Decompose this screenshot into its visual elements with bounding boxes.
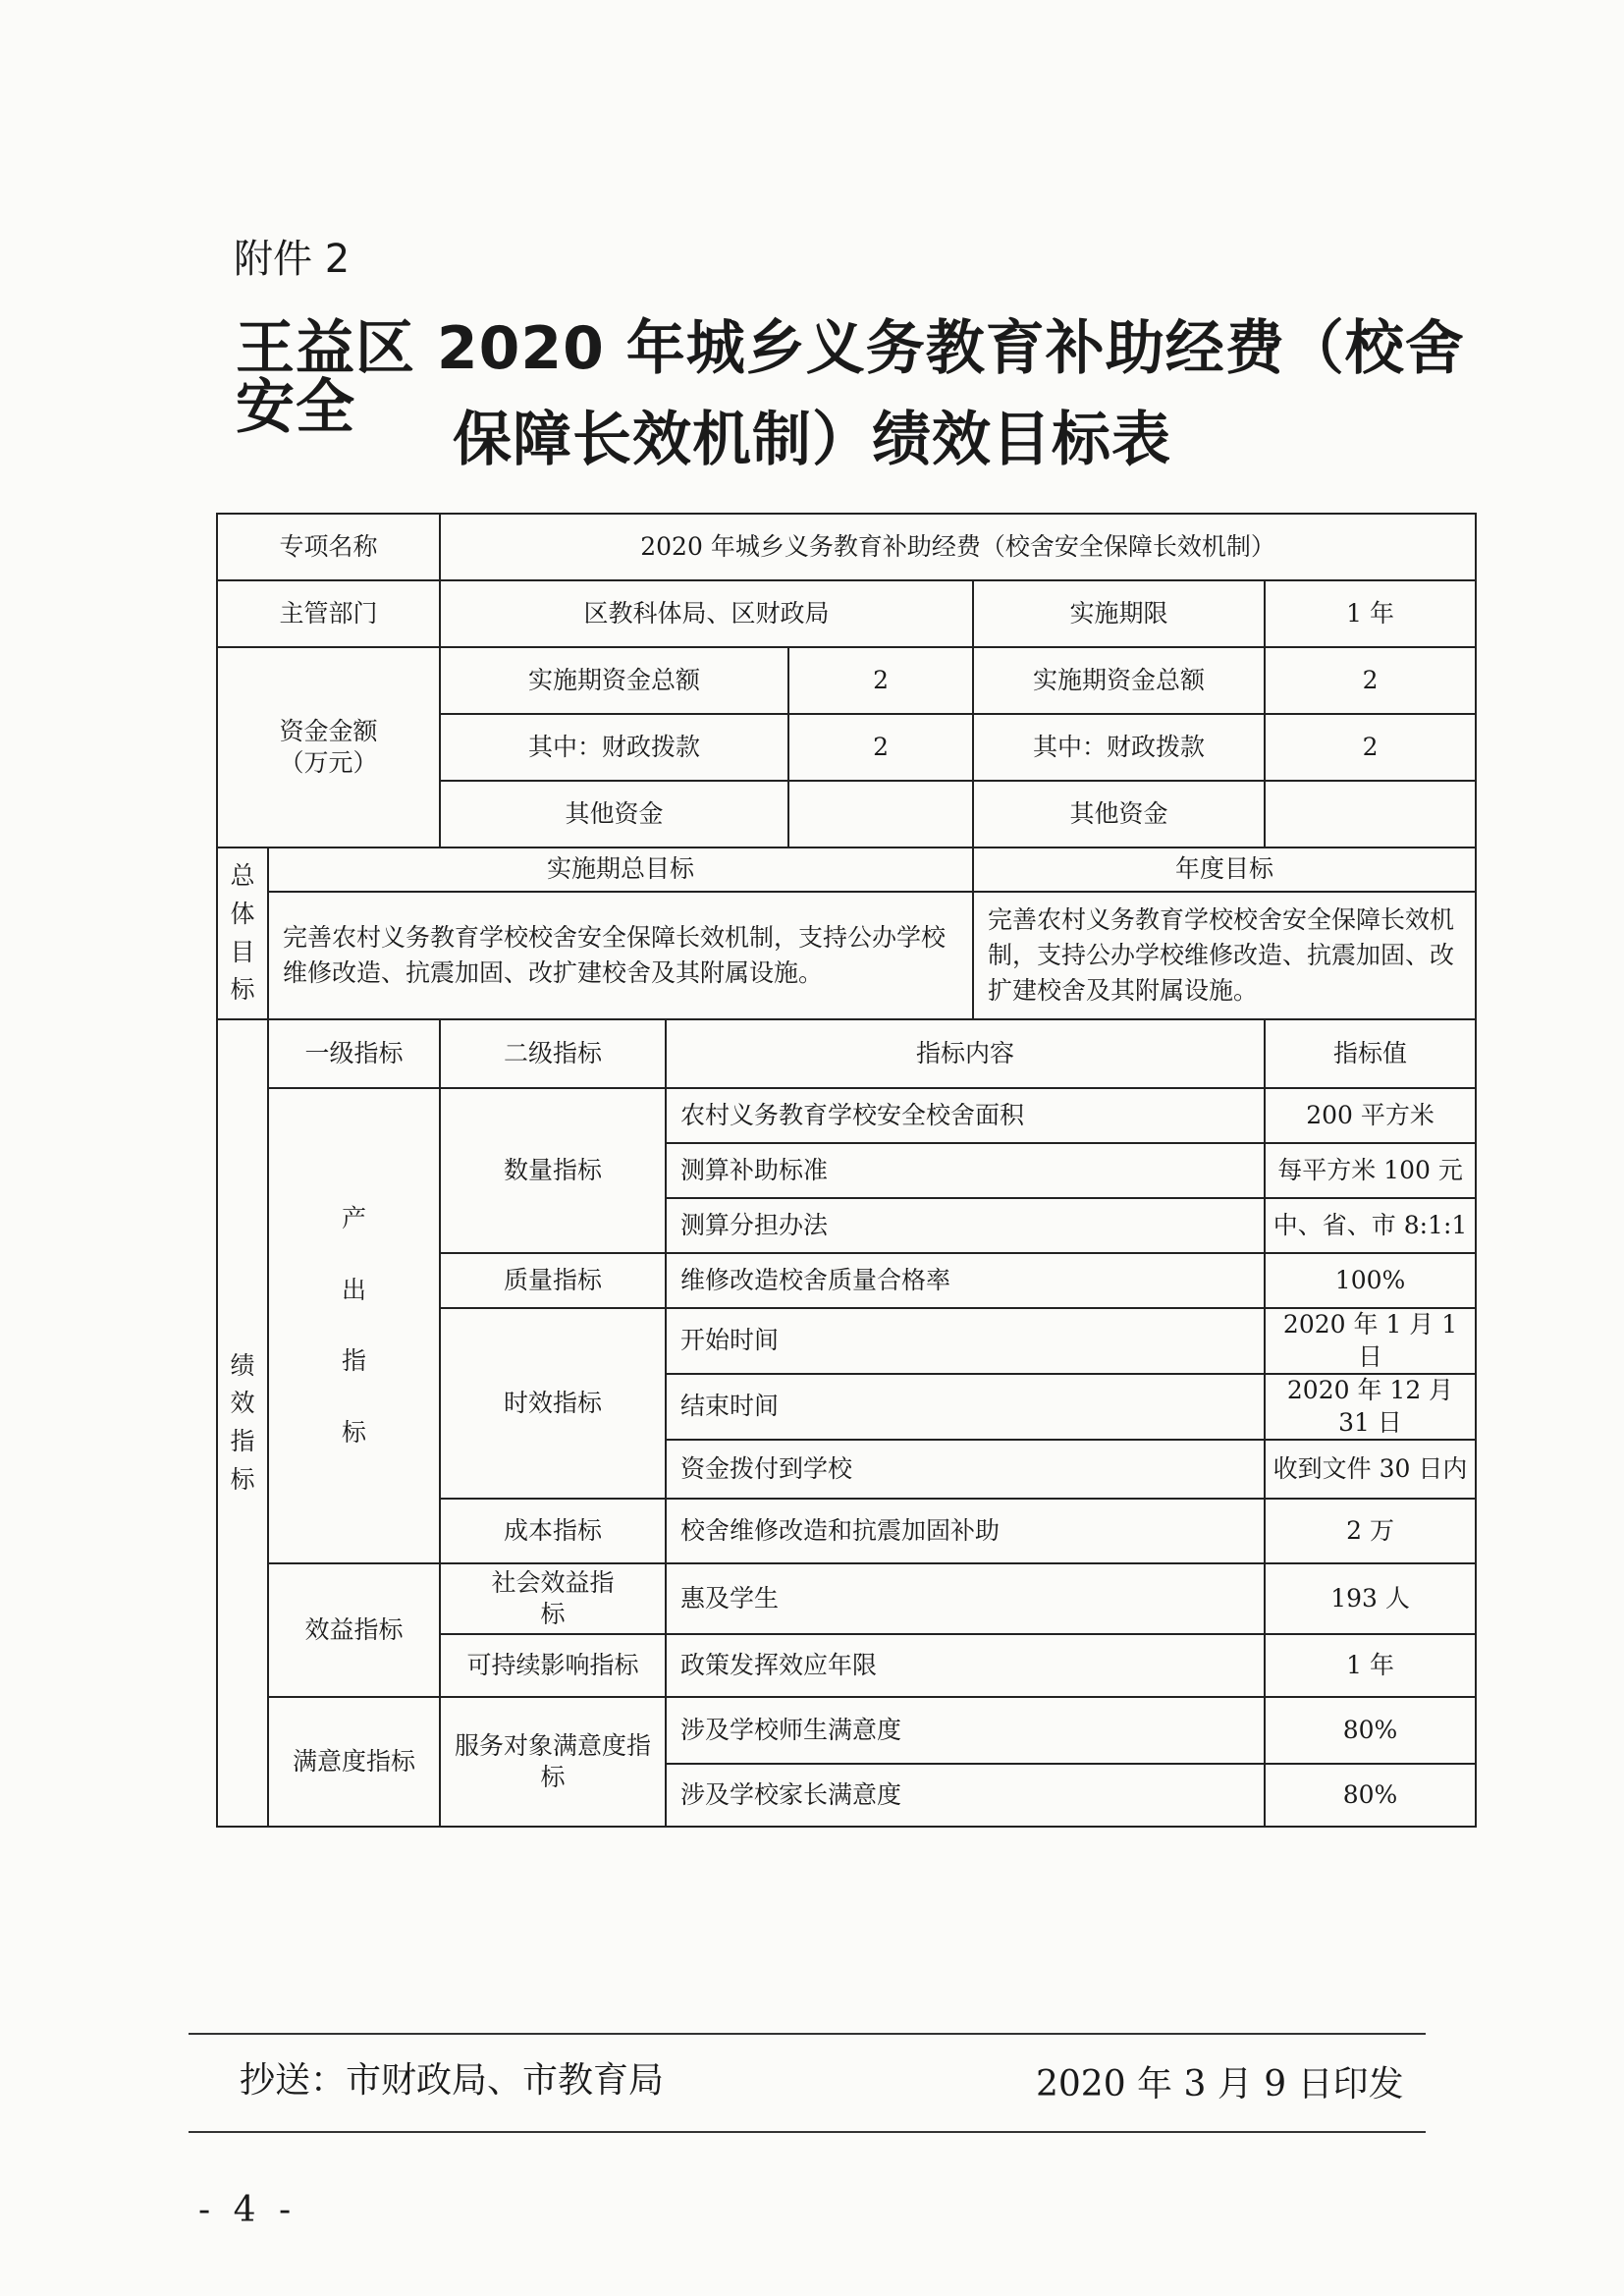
document-title-line1: 王益区 2020 年城乡义务教育补助经费（校舍安全 xyxy=(236,314,1465,442)
table-row xyxy=(217,514,1476,580)
document-title-line2: 保障长效机制）绩效目标表 xyxy=(453,406,1171,474)
finance-label-right: 其中：财政拨款 xyxy=(973,714,1265,781)
table-row xyxy=(217,1697,1476,1764)
row-value: 每平方米 100 元 xyxy=(1265,1143,1476,1198)
service-label-text: 服务对象满意度指标 xyxy=(455,1730,652,1791)
period-value: 1 年 xyxy=(1265,580,1476,647)
row-content: 农村义务教育学校安全校舍面积 xyxy=(666,1088,1265,1143)
footer-top-rule xyxy=(189,2033,1426,2035)
dept-value: 区教科体局、区财政局 xyxy=(440,580,973,647)
row-content: 惠及学生 xyxy=(666,1563,1265,1634)
overall-total-header: 实施期总目标 xyxy=(268,847,973,892)
output-label xyxy=(268,1088,440,1563)
row-value: 2 万 xyxy=(1265,1499,1476,1563)
row-content: 结束时间 xyxy=(666,1374,1265,1440)
other-label-right: 其他资金 xyxy=(973,781,1265,847)
other-label-left: 其他资金 xyxy=(440,781,788,847)
row-content: 资金拨付到学校 xyxy=(666,1440,1265,1499)
quantity-label: 数量指标 xyxy=(440,1088,666,1253)
table-row xyxy=(217,892,1476,1019)
footer-bottom-rule xyxy=(189,2131,1426,2133)
row-value: 193 人 xyxy=(1265,1563,1476,1634)
dept-label: 主管部门 xyxy=(217,580,440,647)
row-value: 收到文件 30 日内 xyxy=(1265,1440,1476,1499)
row-value: 1 年 xyxy=(1265,1634,1476,1697)
total-value-right: 2 xyxy=(1265,647,1476,714)
other-value-right xyxy=(1265,781,1476,847)
cost-label: 成本指标 xyxy=(440,1499,666,1563)
social-label-text: 社会效益指标 xyxy=(491,1567,615,1628)
finance-label-left: 其中：财政拨款 xyxy=(440,714,788,781)
project-name-label: 专项名称 xyxy=(217,514,440,580)
perf-label-text: 绩效指标 xyxy=(230,1350,255,1494)
overall-year-text: 完善农村义务教育学校校舍安全保障长效机制，支持公办学校维修改造、抗震加固、改扩建校舍及其附属设施。 xyxy=(973,892,1476,1019)
other-value-left xyxy=(788,781,973,847)
overall-label xyxy=(217,847,268,1019)
row-content: 涉及学校家长满意度 xyxy=(666,1764,1265,1827)
row-content: 校舍维修改造和抗震加固补助 xyxy=(666,1499,1265,1563)
service-label xyxy=(440,1697,666,1827)
funds-label xyxy=(217,647,440,847)
quality-label: 质量指标 xyxy=(440,1253,666,1308)
output-label-text: 产出指标 xyxy=(341,1204,366,1447)
social-label xyxy=(440,1563,666,1634)
sustain-label: 可持续影响指标 xyxy=(440,1634,666,1697)
perf-label xyxy=(217,1019,268,1827)
finance-value-left: 2 xyxy=(788,714,973,781)
row-value: 2020 年 1 月 1 日 xyxy=(1265,1308,1476,1374)
row-content: 测算分担办法 xyxy=(666,1198,1265,1253)
overall-label-text: 总体目标 xyxy=(230,861,255,1005)
col-l1-header: 一级指标 xyxy=(268,1019,440,1088)
row-content: 开始时间 xyxy=(666,1308,1265,1374)
funds-label-text: 资金金额（万元） xyxy=(279,716,378,777)
row-value: 80% xyxy=(1265,1764,1476,1827)
table-row xyxy=(217,847,1476,892)
benefit-label: 效益指标 xyxy=(268,1563,440,1697)
performance-target-table xyxy=(216,513,1477,1828)
issue-date: 2020 年 3 月 9 日印发 xyxy=(1036,2064,1404,2105)
row-value: 2020 年 12 月 31 日 xyxy=(1265,1374,1476,1440)
page-number: - 4 - xyxy=(198,2190,298,2230)
row-content: 政策发挥效应年限 xyxy=(666,1634,1265,1697)
row-content: 测算补助标准 xyxy=(666,1143,1265,1198)
total-label-right: 实施期资金总额 xyxy=(973,647,1265,714)
col-content-header: 指标内容 xyxy=(666,1019,1265,1088)
table-row xyxy=(217,1088,1476,1143)
table-row xyxy=(217,647,1476,714)
table-row xyxy=(217,1019,1476,1088)
row-value: 80% xyxy=(1265,1697,1476,1764)
total-label-left: 实施期资金总额 xyxy=(440,647,788,714)
attachment-label: 附件 2 xyxy=(234,237,351,282)
timeliness-label: 时效指标 xyxy=(440,1308,666,1499)
period-label: 实施期限 xyxy=(973,580,1265,647)
row-content: 维修改造校舍质量合格率 xyxy=(666,1253,1265,1308)
project-name-value: 2020 年城乡义务教育补助经费（校舍安全保障长效机制） xyxy=(440,514,1476,580)
total-value-left: 2 xyxy=(788,647,973,714)
table-row xyxy=(217,1563,1476,1634)
cc-line: 抄送：市财政局、市教育局 xyxy=(240,2060,665,2101)
table-row xyxy=(217,580,1476,647)
row-value: 100% xyxy=(1265,1253,1476,1308)
finance-value-right: 2 xyxy=(1265,714,1476,781)
col-value-header: 指标值 xyxy=(1265,1019,1476,1088)
row-value: 中、省、市 8:1:1 xyxy=(1265,1198,1476,1253)
satisfaction-label: 满意度指标 xyxy=(268,1697,440,1827)
row-content: 涉及学校师生满意度 xyxy=(666,1697,1265,1764)
row-value: 200 平方米 xyxy=(1265,1088,1476,1143)
col-l2-header: 二级指标 xyxy=(440,1019,666,1088)
overall-total-text: 完善农村义务教育学校校舍安全保障长效机制，支持公办学校维修改造、抗震加固、改扩建校舍及其附属设施。 xyxy=(268,892,973,1019)
overall-year-header: 年度目标 xyxy=(973,847,1476,892)
